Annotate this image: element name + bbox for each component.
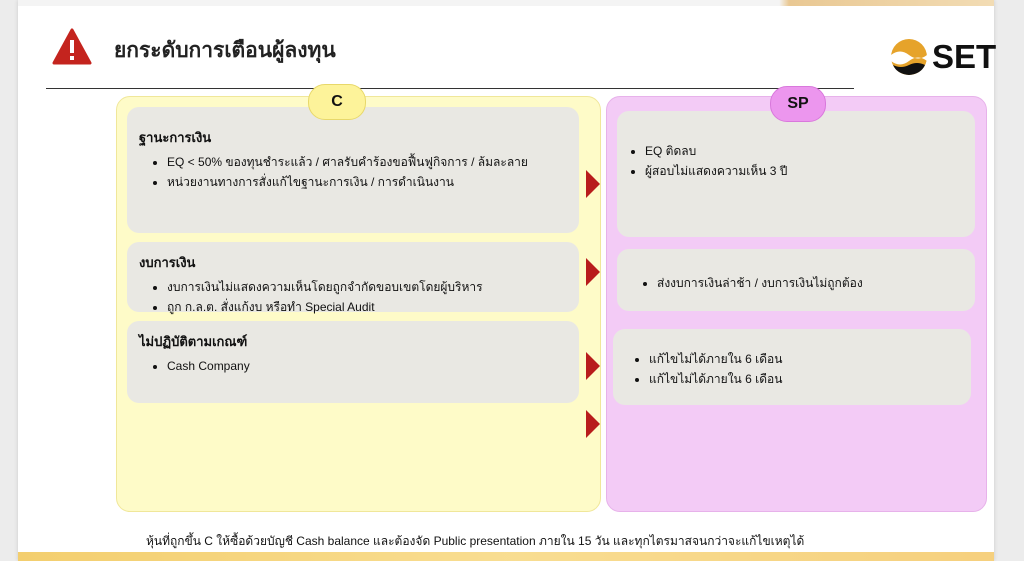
column-c-panel: [116, 96, 601, 512]
list-item: • ส่งงบการเงินล่าช้า / งบการเงินไม่ถูกต้อง: [657, 273, 975, 293]
arrow-right-icon: [586, 258, 600, 286]
list-item: • EQ ติดลบ: [645, 141, 975, 161]
list-item: • งบการเงินไม่แสดงความเห็นโดยถูกจำกัดขอบเขตโดยผู้บริหาร: [167, 277, 579, 297]
sp-section-1: [617, 111, 975, 237]
list-item: • แก้ไขไม่ได้ภายใน 6 เดือน: [649, 349, 971, 369]
section-title: งบการเงิน: [139, 255, 196, 270]
sp-section-3: [613, 329, 971, 405]
arrow-right-icon: [586, 410, 600, 438]
slide: [18, 0, 997, 561]
list-item: • ถูก ก.ล.ต. สั่งแก้งบ หรือทำ Special Audit: [167, 297, 579, 317]
arrow-right-icon: [586, 352, 600, 380]
column-c-label: C: [308, 84, 366, 120]
list-item: • Cash Company: [167, 356, 579, 376]
list-item: • EQ < 50% ของทุนชำระแล้ว / ศาลรับคำร้องขอฟื้นฟูกิจการ / ล้มละลาย: [167, 152, 579, 172]
list-item: • หน่วยงานทางการสั่งแก้ไขฐานะการเงิน / การดำเนินงาน: [167, 172, 579, 192]
c-section-financial-statements: [127, 242, 579, 312]
c-section-financial-status: [127, 107, 579, 233]
bottom-decor-strip: [18, 552, 994, 561]
footer-note: หุ้นที่ถูกขึ้น C ให้ซื้อด้วยบัญชี Cash balance และต้องจัด Public presentation ภายใน 15 วัน และทุกไตรมาสจนกว่าจะแก้ไขเหตุได้: [146, 534, 805, 548]
sp-section-2: [617, 249, 975, 311]
column-sp-panel: [606, 96, 987, 512]
section-title: ฐานะการเงิน: [139, 130, 212, 145]
page-title: ยกระดับการเตือนผู้ลงทุน: [114, 39, 336, 62]
c-section-noncompliance: [127, 321, 579, 403]
list-item: • แก้ไขไม่ได้ภายใน 6 เดือน: [649, 369, 971, 389]
logo-text: SET: [932, 38, 997, 75]
title-divider: [46, 88, 854, 89]
section-title: ไม่ปฏิบัติตามเกณฑ์: [139, 334, 248, 349]
arrow-right-icon: [586, 170, 600, 198]
column-sp-label: SP: [770, 86, 826, 122]
list-item: • ผู้สอบไม่แสดงความเห็น 3 ปี: [645, 161, 975, 181]
top-decor-strip: [18, 0, 994, 6]
warning-triangle-icon: [52, 28, 92, 66]
